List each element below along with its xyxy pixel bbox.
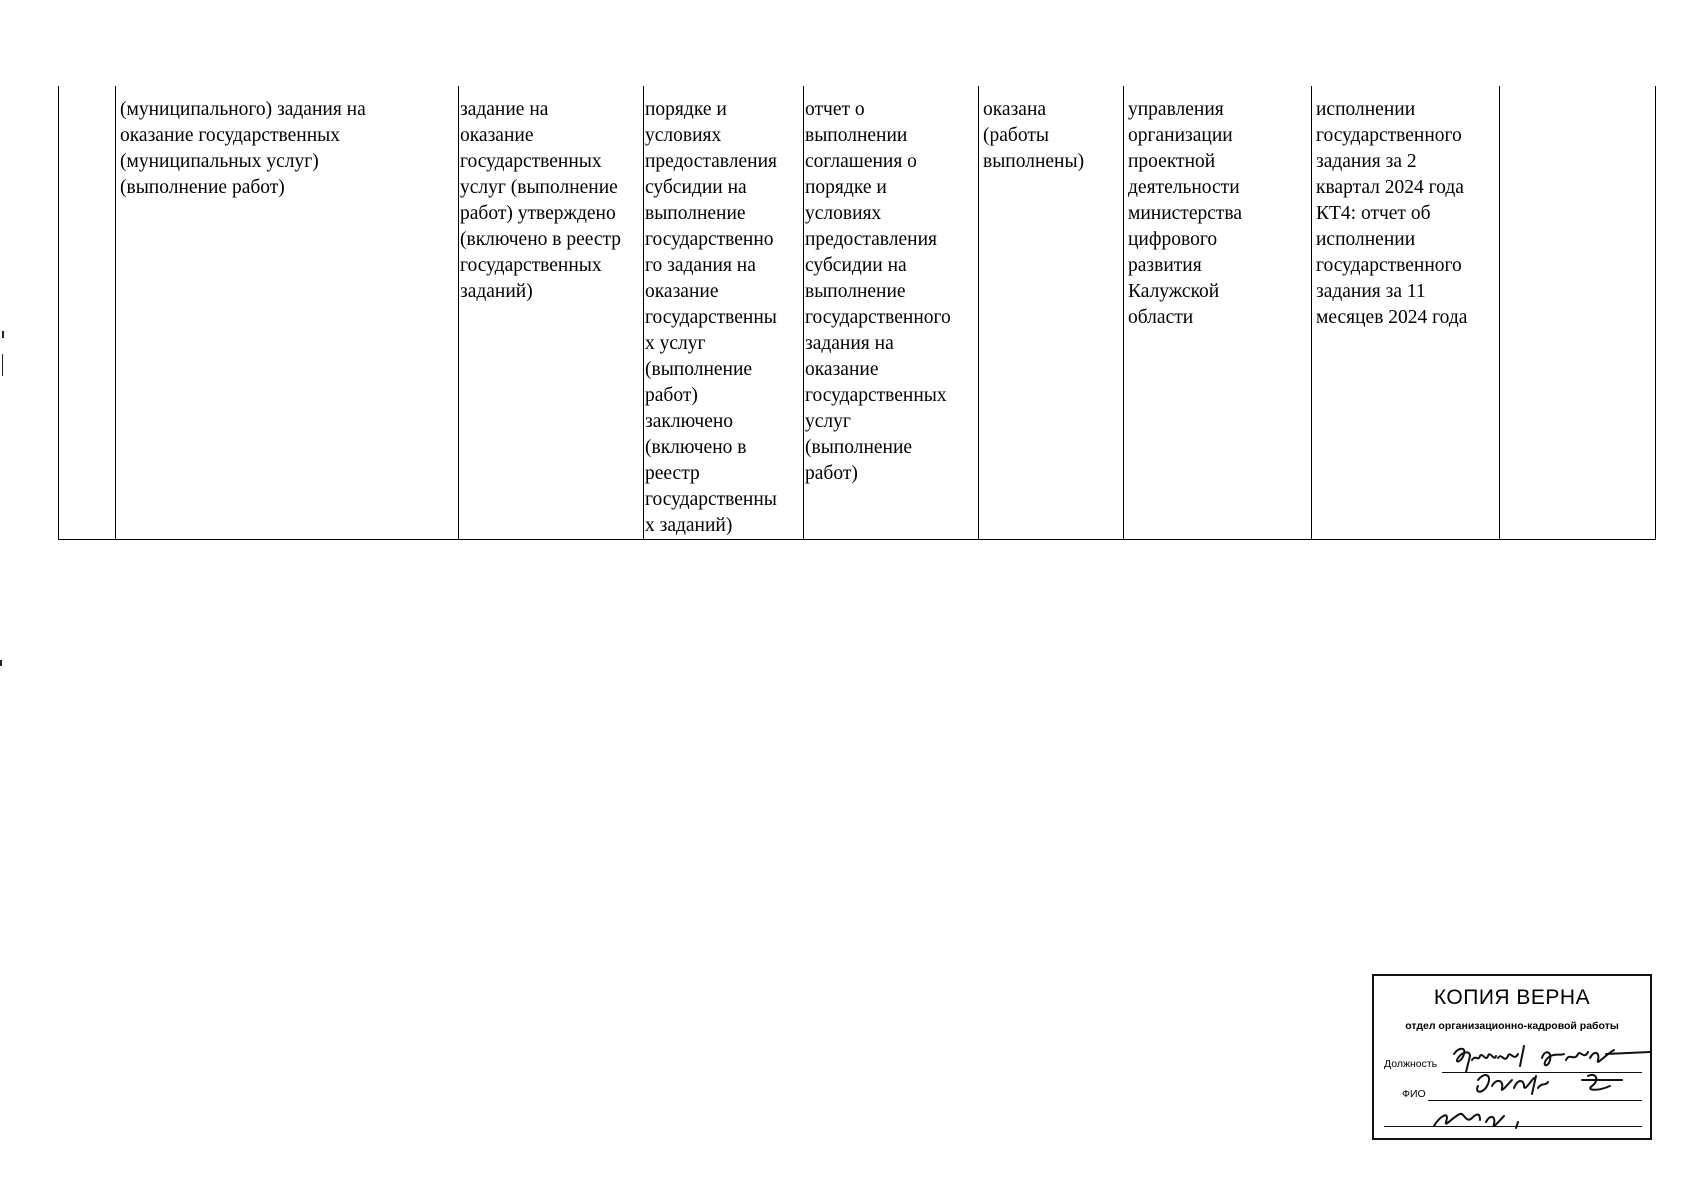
- cell-text-line: (муниципального) задания на: [120, 99, 366, 120]
- cell-text-line: государственного: [1316, 125, 1462, 146]
- cell-text-line: субсидии на: [645, 177, 747, 198]
- cell-text-line: исполнении: [1316, 99, 1416, 120]
- cell-text-line: (выполнение работ): [120, 177, 285, 198]
- cell-text-line: цифрового: [1128, 229, 1218, 250]
- cell-text-line: х заданий): [645, 515, 733, 536]
- cell-text-line: месяцев 2024 года: [1316, 307, 1468, 328]
- cell-text-line: работ): [805, 463, 858, 484]
- cell-text-line: порядке и: [805, 177, 887, 198]
- scan-speck: [0, 660, 2, 666]
- cell-text-line: исполнении: [1316, 229, 1416, 250]
- cell-text-line: предоставления: [805, 229, 937, 250]
- cell-text-line: (выполнение: [645, 359, 753, 380]
- cell-text-line: субсидии на: [805, 255, 907, 276]
- cell-text-line: выполнении: [805, 125, 908, 146]
- cell-text-line: выполнены): [983, 151, 1085, 172]
- table-cell: [1124, 86, 1312, 540]
- table-cell: [1312, 86, 1500, 540]
- cell-text-line: оказание: [460, 125, 534, 146]
- stamp-name-label: ФИО: [1402, 1088, 1426, 1100]
- cell-text-line: управления: [1128, 99, 1224, 120]
- cell-text-line: задания за 2: [1316, 151, 1417, 172]
- cell-text-line: порядке и: [645, 99, 727, 120]
- scan-speck: [2, 331, 4, 338]
- cell-text-line: государственного: [805, 307, 951, 328]
- table-cell: [59, 86, 116, 540]
- cell-text-line: государственных: [460, 151, 602, 172]
- cell-text-line: (работы: [983, 125, 1049, 146]
- cell-text-line: задание на: [460, 99, 549, 120]
- cell-text-line: выполнение: [805, 281, 906, 302]
- cell-text-line: организации: [1128, 125, 1233, 146]
- table-cell: [979, 86, 1124, 540]
- cell-text-line: услуг (выполнение: [460, 177, 618, 198]
- stamp-title: КОПИЯ ВЕРНА: [1433, 986, 1591, 1009]
- table-cell: [459, 86, 644, 540]
- cell-text-line: условиях: [805, 203, 882, 224]
- copy-certified-stamp: [1372, 974, 1652, 1140]
- cell-text-line: оказание: [645, 281, 719, 302]
- cell-text-line: предоставления: [645, 151, 777, 172]
- cell-text-line: заключено: [645, 411, 734, 432]
- cell-text-line: го задания на: [645, 255, 756, 276]
- table-row: [59, 86, 1656, 540]
- cell-text-line: министерства: [1128, 203, 1243, 224]
- cell-text-line: задания на: [805, 333, 894, 354]
- cell-text-line: государственно: [645, 229, 774, 250]
- cell-text-line: работ): [645, 385, 698, 406]
- cell-text-line: Калужской: [1128, 281, 1220, 302]
- cell-text-line: развития: [1128, 255, 1202, 276]
- table-cell: [644, 86, 804, 540]
- cell-text-line: выполнение: [645, 203, 746, 224]
- scan-speck: [2, 354, 3, 376]
- cell-text-line: условиях: [645, 125, 722, 146]
- stamp-department: отдел организационно-кадровой работы: [1405, 1020, 1619, 1032]
- cell-text-line: (муниципальных услуг): [120, 151, 319, 172]
- table-cell: [804, 86, 979, 540]
- table-cell: [1500, 86, 1656, 540]
- cell-text-line: государственных: [805, 385, 947, 406]
- cell-text-line: (выполнение: [805, 437, 913, 458]
- cell-text-line: работ) утверждено: [460, 203, 616, 224]
- cell-text-line: квартал 2024 года: [1316, 177, 1464, 198]
- cell-text-line: государственного: [1316, 255, 1462, 276]
- cell-text-line: задания за 11: [1316, 281, 1426, 302]
- cell-text-line: заданий): [460, 281, 533, 302]
- stamp-position-label: Должность: [1384, 1058, 1438, 1070]
- cell-text-line: услуг: [805, 411, 851, 432]
- cell-text-line: оказана: [983, 99, 1047, 120]
- cell-text-line: государственных: [460, 255, 602, 276]
- cell-text-line: деятельности: [1128, 177, 1240, 198]
- handwritten-signature: [1374, 976, 1654, 1142]
- cell-text-line: реестр: [645, 463, 700, 484]
- cell-text-line: отчет о: [805, 99, 865, 120]
- document-table: [58, 86, 1656, 540]
- table-cell: [116, 86, 459, 540]
- cell-text-line: КТ4: отчет об: [1316, 203, 1431, 224]
- cell-text-line: государственны: [645, 307, 777, 328]
- cell-text-line: (включено в реестр: [460, 229, 622, 250]
- cell-text-line: государственны: [645, 489, 777, 510]
- cell-text-line: проектной: [1128, 151, 1216, 172]
- cell-text-line: соглашения о: [805, 151, 917, 172]
- cell-text-line: (включено в: [645, 437, 747, 458]
- cell-text-line: области: [1128, 307, 1194, 328]
- cell-text-line: оказание государственных: [120, 125, 340, 146]
- cell-text-line: х услуг: [645, 333, 706, 354]
- cell-text-line: оказание: [805, 359, 879, 380]
